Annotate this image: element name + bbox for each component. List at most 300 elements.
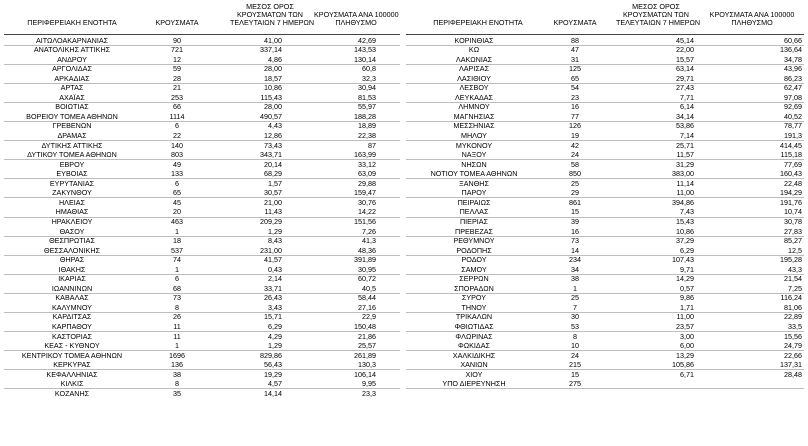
header-region-label: ΠΕΡΙΦΕΡΕΙΑΚΗ ΕΝΟΤΗΤΑ: [27, 18, 117, 27]
cases-per-100k-cell: 41,3: [362, 236, 376, 246]
seven-day-average-cell: 1,29: [268, 341, 282, 351]
cases-per-100k-cell: 21,54: [784, 274, 802, 284]
cases-cell: 253: [171, 92, 183, 102]
seven-day-average-cell: 18,57: [264, 73, 282, 83]
header-avg-line2: ΚΡΟΥΣΜΑΤΩΝ ΤΩΝ: [623, 10, 689, 20]
header-avg-line1: ΜΕΣΟΣ ΟΡΟΣ: [632, 2, 680, 11]
cases-per-100k-cell: 27,16: [358, 302, 376, 312]
cases-per-100k-cell: 137,31: [780, 360, 802, 370]
cases-per-100k-cell: 87: [368, 140, 376, 150]
region-name-cell: ΤΡΙΚΑΛΩΝ: [455, 312, 493, 322]
region-name-cell: ΗΡΑΚΛΕΙΟΥ: [51, 216, 93, 226]
cases-cell: 74: [173, 255, 181, 265]
cases-per-100k-cell: 191,76: [780, 197, 802, 207]
cases-per-100k-cell: 40,52: [784, 111, 802, 121]
cases-per-100k-cell: 9,95: [362, 379, 376, 389]
cases-cell: 6: [175, 121, 179, 131]
seven-day-average-cell: 394,86: [672, 197, 694, 207]
seven-day-average-cell: 14,14: [264, 388, 282, 398]
region-name-cell: ΚΕΑΣ - ΚΥΘΝΟΥ: [44, 341, 100, 351]
table-row: [4, 121, 400, 130]
seven-day-average-cell: 1,57: [268, 178, 282, 188]
cases-cell: 215: [569, 360, 581, 370]
cases-per-100k-cell: 160,43: [780, 169, 802, 179]
seven-day-average-cell: 41,57: [264, 255, 282, 265]
cases-cell: 54: [571, 83, 579, 93]
table-row: [406, 379, 804, 389]
seven-day-average-cell: 4,43: [268, 121, 282, 131]
cases-cell: 35: [173, 388, 181, 398]
cases-cell: 73: [571, 236, 579, 246]
seven-day-average-cell: 231,00: [260, 245, 282, 255]
cases-cell: 59: [173, 64, 181, 74]
seven-day-average-cell: 45,14: [676, 35, 694, 45]
header-per-left: [314, 11, 398, 27]
cases-cell: 133: [171, 169, 183, 179]
region-name-cell: ΡΕΘΥΜΝΟΥ: [453, 236, 495, 246]
seven-day-average-cell: 56,43: [264, 360, 282, 370]
cases-per-100k-cell: 163,99: [354, 150, 376, 160]
cases-cell: 1696: [169, 350, 185, 360]
cases-per-100k-cell: 28,48: [784, 369, 802, 379]
seven-day-average-cell: 20,14: [264, 159, 282, 169]
cases-cell: 19: [571, 131, 579, 140]
region-name-cell: ΜΗΛΟΥ: [461, 131, 487, 140]
header-cases-label: ΚΡΟΥΣΜΑΤΑ: [155, 18, 199, 27]
cases-cell: 11: [173, 331, 181, 341]
region-name-cell: ΛΕΥΚΑΔΑΣ: [454, 92, 493, 102]
table-row: [406, 179, 804, 188]
region-name-cell: ΚΩ: [468, 45, 480, 55]
cases-cell: 1: [175, 341, 179, 351]
region-name-cell: ΑΝΑΤΟΛΙΚΗΣ ΑΤΤΙΚΗΣ: [33, 45, 111, 55]
region-name-cell: ΑΙΤΩΛΟΑΚΑΡΝΑΝΙΑΣ: [35, 35, 109, 45]
cases-per-100k-cell: 18,89: [358, 121, 376, 131]
seven-day-average-cell: 15,71: [264, 312, 282, 322]
seven-day-average-cell: 6,29: [268, 322, 282, 331]
cases-cell: 1114: [169, 111, 185, 121]
table-row: [406, 370, 804, 379]
cases-cell: 1: [573, 283, 577, 293]
cases-per-100k-cell: 60,72: [358, 274, 376, 284]
header-avg-line1: ΜΕΣΟΣ ΟΡΟΣ: [246, 2, 294, 11]
region-name-cell: ΙΩΑΝΝΙΝΩΝ: [51, 283, 93, 293]
region-name-cell: ΧΙΟΥ: [465, 369, 483, 379]
seven-day-average-cell: 11,57: [676, 150, 694, 160]
cases-per-100k-cell: 194,29: [780, 188, 802, 198]
cases-cell: 38: [571, 274, 579, 284]
cases-per-100k-cell: 97,08: [784, 92, 802, 102]
region-name-cell: ΠΑΡΟΥ: [461, 188, 487, 198]
seven-day-average-cell: 21,00: [264, 197, 282, 207]
region-name-cell: ΜΑΓΝΗΣΙΑΣ: [453, 111, 495, 121]
header-per-right: [700, 11, 804, 27]
cases-per-100k-cell: 130,3: [358, 360, 376, 370]
region-name-cell: ΥΠΟ ΔΙΕΡΕΥΝΗΣΗ: [442, 379, 506, 389]
region-name-cell: ΝΑΞΟΥ: [461, 150, 487, 160]
cases-cell: 11: [173, 322, 181, 331]
table-row: [4, 255, 400, 264]
table-row: [406, 332, 804, 341]
cases-per-100k-cell: 81,53: [358, 92, 376, 102]
region-name-cell: ΑΡΚΑΔΙΑΣ: [54, 73, 90, 83]
cases-per-100k-cell: 261,89: [354, 350, 376, 360]
header-avg-line3: ΤΕΛΕΥΤΑΙΩΝ 7 ΗΜΕΡΩΝ: [230, 18, 315, 28]
table-row: [4, 312, 400, 321]
seven-day-average-cell: 4,29: [268, 331, 282, 341]
table-row: [406, 64, 804, 73]
region-name-cell: ΦΩΚΙΔΑΣ: [458, 341, 490, 351]
seven-day-average-cell: 27,43: [676, 83, 694, 93]
seven-day-average-cell: 13,29: [676, 350, 694, 360]
seven-day-average-cell: 29,71: [676, 73, 694, 83]
seven-day-average-cell: 8,43: [268, 236, 282, 246]
region-name-cell: ΚΙΛΚΙΣ: [60, 379, 84, 389]
cases-cell: 7: [573, 302, 577, 312]
region-name-cell: ΚΟΖΑΝΗΣ: [54, 388, 90, 398]
cases-per-100k-cell: 21,86: [358, 331, 376, 341]
region-name-cell: ΑΧΑΪΑΣ: [59, 92, 85, 102]
region-name-cell: ΛΑΣΙΘΙΟΥ: [457, 73, 491, 83]
seven-day-average-cell: 6,00: [680, 341, 694, 351]
cases-cell: 77: [571, 111, 579, 121]
cases-cell: 24: [571, 150, 579, 160]
cases-per-100k-cell: 43,96: [784, 64, 802, 74]
region-name-cell: ΚΑΡΔΙΤΣΑΣ: [52, 312, 92, 322]
cases-cell: 1: [175, 226, 179, 236]
cases-cell: 68: [173, 283, 181, 293]
cases-cell: 49: [173, 159, 181, 169]
table-row: [4, 389, 400, 398]
seven-day-average-cell: 6,71: [680, 369, 694, 379]
seven-day-average-cell: 0,43: [268, 264, 282, 274]
cases-per-100k-cell: 136,64: [780, 45, 802, 55]
cases-cell: 12: [173, 54, 181, 64]
cases-per-100k-cell: 40,5: [362, 283, 376, 293]
cases-cell: 6: [175, 274, 179, 284]
cases-cell: 30: [571, 312, 579, 322]
table-row: [4, 370, 400, 379]
table-row: [406, 255, 804, 264]
region-name-cell: ΚΑΡΠΑΘΟΥ: [52, 322, 92, 331]
cases-per-100k-cell: 29,88: [358, 178, 376, 188]
seven-day-average-cell: 68,29: [264, 169, 282, 179]
cases-per-100k-cell: 86,23: [784, 73, 802, 83]
header-avg-line3: ΤΕΛΕΥΤΑΙΩΝ 7 ΗΜΕΡΩΝ: [616, 18, 701, 28]
region-name-cell: ΕΒΡΟΥ: [59, 159, 85, 169]
cases-per-100k-cell: 81,06: [784, 302, 802, 312]
region-name-cell: ΚΕΡΚΥΡΑΣ: [53, 360, 91, 370]
region-name-cell: ΦΛΩΡΙΝΑΣ: [455, 331, 493, 341]
table-row: [4, 236, 400, 245]
cases-per-100k-cell: 85,27: [784, 236, 802, 246]
cases-per-100k-cell: 58,44: [358, 293, 376, 303]
seven-day-average-cell: 28,00: [264, 64, 282, 74]
seven-day-average-cell: 73,43: [264, 140, 282, 150]
seven-day-average-cell: 63,14: [676, 64, 694, 74]
seven-day-average-cell: 209,29: [260, 216, 282, 226]
cases-cell: 65: [571, 73, 579, 83]
cases-per-100k-cell: 15,56: [784, 331, 802, 341]
region-name-cell: ΚΕΝΤΡΙΚΟΥ ΤΟΜΕΑ ΑΘΗΝΩΝ: [21, 350, 123, 360]
table-row: [4, 45, 400, 54]
cases-per-100k-cell: 22,38: [358, 131, 376, 140]
table-row: [406, 45, 804, 54]
cases-cell: 28: [173, 73, 181, 83]
cases-per-100k-cell: 22,89: [784, 312, 802, 322]
region-name-cell: ΙΘΑΚΗΣ: [58, 264, 86, 274]
cases-per-100k-cell: 12,5: [788, 245, 802, 255]
seven-day-average-cell: 337,14: [260, 45, 282, 55]
cases-per-100k-cell: 62,47: [784, 83, 802, 93]
seven-day-average-cell: 4,57: [268, 379, 282, 389]
cases-cell: 8: [175, 302, 179, 312]
region-name-cell: ΡΟΔΟΥ: [461, 255, 487, 265]
cases-per-100k-cell: 116,24: [780, 293, 802, 303]
seven-day-average-cell: 30,57: [264, 188, 282, 198]
region-name-cell: ΣΑΜΟΥ: [461, 264, 487, 274]
cases-cell: 18: [173, 236, 181, 246]
cases-per-100k-cell: 150,48: [354, 322, 376, 331]
cases-cell: 126: [569, 121, 581, 131]
cases-per-100k-cell: 195,28: [780, 255, 802, 265]
cases-cell: 29: [571, 188, 579, 198]
region-name-cell: ΔΥΤΙΚΟΥ ΤΟΜΕΑ ΑΘΗΝΩΝ: [27, 150, 117, 160]
cases-cell: 66: [173, 102, 181, 112]
cases-per-100k-cell: 55,97: [358, 102, 376, 112]
table-row: [4, 293, 400, 302]
table-row: [406, 160, 804, 169]
table-row: [406, 293, 804, 302]
cases-cell: 24: [571, 350, 579, 360]
cases-cell: 34: [571, 264, 579, 274]
seven-day-average-cell: 11,00: [676, 188, 694, 198]
cases-cell: 861: [569, 197, 581, 207]
cases-cell: 16: [571, 102, 579, 112]
region-name-cell: ΑΝΔΡΟΥ: [57, 54, 87, 64]
region-name-cell: ΝΟΤΙΟΥ ΤΟΜΕΑ ΑΘΗΝΩΝ: [430, 169, 518, 179]
cases-per-100k-cell: 27,83: [784, 226, 802, 236]
header-region-label: ΠΕΡΙΦΕΡΕΙΑΚΗ ΕΝΟΤΗΤΑ: [433, 18, 523, 27]
region-name-cell: ΣΕΡΡΩΝ: [459, 274, 489, 284]
cases-per-100k-cell: 130,14: [354, 54, 376, 64]
region-name-cell: ΚΑΣΤΟΡΙΑΣ: [52, 331, 92, 341]
region-name-cell: ΡΟΔΟΠΗΣ: [456, 245, 492, 255]
cases-cell: 721: [171, 45, 183, 55]
cases-cell: 58: [571, 159, 579, 169]
region-name-cell: ΧΑΛΚΙΔΙΚΗΣ: [452, 350, 496, 360]
table-row: [4, 351, 400, 360]
header-avg-line2: ΚΡΟΥΣΜΑΤΩΝ ΤΩΝ: [237, 10, 303, 20]
cases-per-100k-cell: 22,9: [362, 312, 376, 322]
cases-cell: 15: [571, 369, 579, 379]
seven-day-average-cell: 15,43: [676, 216, 694, 226]
region-name-cell: ΚΟΡΙΝΘΙΑΣ: [454, 35, 494, 45]
seven-day-average-cell: 4,86: [268, 54, 282, 64]
cases-per-100k-cell: 25,57: [358, 341, 376, 351]
header-region-right: [412, 19, 544, 27]
cases-per-100k-cell: 30,78: [784, 216, 802, 226]
seven-day-average-cell: 115,43: [260, 92, 282, 102]
cases-per-100k-cell: 151,56: [354, 216, 376, 226]
cases-per-100k-cell: 32,3: [362, 73, 376, 83]
cases-cell: 8: [573, 331, 577, 341]
cases-per-100k-cell: 115,18: [780, 150, 802, 160]
cases-per-100k-cell: 191,3: [784, 131, 802, 140]
seven-day-average-cell: 22,00: [676, 45, 694, 55]
seven-day-average-cell: 383,00: [672, 169, 694, 179]
cases-cell: 31: [571, 54, 579, 64]
seven-day-average-cell: 11,00: [676, 312, 694, 322]
header-per-line2: ΠΛΗΘΥΣΜΟ: [335, 18, 377, 28]
header-cases-left: [150, 19, 204, 27]
table-row: [4, 64, 400, 73]
seven-day-average-cell: 7,14: [680, 131, 694, 140]
region-name-cell: ΕΥΒΟΙΑΣ: [56, 169, 88, 179]
region-name-cell: ΜΥΚΟΝΟΥ: [455, 140, 493, 150]
cases-cell: 45: [173, 197, 181, 207]
cases-per-100k-cell: 30,94: [358, 83, 376, 93]
cases-per-100k-cell: 48,36: [358, 245, 376, 255]
region-name-cell: ΓΡΕΒΕΝΩΝ: [52, 121, 92, 131]
region-name-cell: ΝΗΣΩΝ: [461, 159, 487, 169]
table-row: [4, 83, 400, 92]
cases-per-100k-cell: 30,76: [358, 197, 376, 207]
cases-per-100k-cell: 33,5: [788, 322, 802, 331]
cases-cell: 90: [173, 35, 181, 45]
cases-per-100k-cell: 391,89: [354, 255, 376, 265]
region-name-cell: ΚΑΒΑΛΑΣ: [55, 293, 89, 303]
seven-day-average-cell: 10,86: [676, 226, 694, 236]
seven-day-average-cell: 829,86: [260, 350, 282, 360]
cases-per-100k-cell: 414,45: [780, 140, 802, 150]
table-row: [4, 274, 400, 283]
cases-cell: 463: [171, 216, 183, 226]
cases-per-100k-cell: 188,28: [354, 111, 376, 121]
cases-cell: 136: [171, 360, 183, 370]
seven-day-average-cell: 37,29: [676, 236, 694, 246]
header-avg-right: [616, 2, 701, 28]
cases-cell: 850: [569, 169, 581, 179]
table-row: [4, 141, 400, 150]
seven-day-average-cell: 25,71: [676, 140, 694, 150]
region-name-cell: ΚΑΛΥΜΝΟΥ: [52, 302, 92, 312]
seven-day-average-cell: 105,86: [672, 360, 694, 370]
cases-cell: 10: [571, 341, 579, 351]
header-avg-left: [230, 2, 315, 28]
table-row: [4, 160, 400, 169]
region-name-cell: ΠΕΛΛΑΣ: [459, 207, 489, 217]
cases-cell: 88: [571, 35, 579, 45]
cases-per-100k-cell: 106,14: [354, 369, 376, 379]
seven-day-average-cell: 10,86: [264, 83, 282, 93]
header-region-left: [4, 19, 140, 27]
region-name-cell: ΧΑΝΙΩΝ: [460, 360, 488, 370]
table-row: [406, 83, 804, 92]
cases-cell: 15: [571, 207, 579, 217]
cases-per-100k-cell: 60,8: [362, 64, 376, 74]
cases-cell: 537: [171, 245, 183, 255]
region-name-cell: ΘΕΣΣΑΛΟΝΙΚΗΣ: [44, 245, 100, 255]
region-name-cell: ΤΗΝΟΥ: [461, 302, 487, 312]
seven-day-average-cell: 33,71: [264, 283, 282, 293]
table-row: [406, 236, 804, 245]
cases-cell: 25: [571, 178, 579, 188]
seven-day-average-cell: 6,29: [680, 245, 694, 255]
seven-day-average-cell: 15,57: [676, 54, 694, 64]
cases-cell: 16: [571, 226, 579, 236]
region-name-cell: ΞΑΝΘΗΣ: [459, 178, 489, 188]
region-name-cell: ΛΑΡΙΣΑΣ: [458, 64, 490, 74]
seven-day-average-cell: 1,29: [268, 226, 282, 236]
cases-per-100k-cell: 77,69: [784, 159, 802, 169]
table-row: [4, 198, 400, 207]
header-cases-label: ΚΡΟΥΣΜΑΤΑ: [553, 18, 597, 27]
cases-cell: 140: [171, 140, 183, 150]
cases-cell: 23: [571, 92, 579, 102]
table-row: [406, 351, 804, 360]
cases-cell: 21: [173, 83, 181, 93]
seven-day-average-cell: 7,43: [680, 207, 694, 217]
region-name-cell: ΛΗΜΝΟΥ: [458, 102, 490, 112]
cases-cell: 42: [571, 140, 579, 150]
table-row: [406, 141, 804, 150]
header-per-line1: ΚΡΟΥΣΜΑΤΑ ΑΝΑ 100000: [709, 10, 795, 19]
cases-per-100k-cell: 33,12: [358, 159, 376, 169]
region-name-cell: ΒΟΡΕΙΟΥ ΤΟΜΕΑ ΑΘΗΝΩΝ: [26, 111, 118, 121]
cases-per-100k-cell: 22,66: [784, 350, 802, 360]
region-name-cell: ΒΟΙΩΤΙΑΣ: [55, 102, 89, 112]
seven-day-average-cell: 9,86: [680, 293, 694, 303]
region-name-cell: ΠΕΙΡΑΙΩΣ: [457, 197, 491, 207]
seven-day-average-cell: 7,71: [680, 92, 694, 102]
table-row: [406, 198, 804, 207]
region-name-cell: ΛΕΣΒΟΥ: [459, 83, 489, 93]
seven-day-average-cell: 11,14: [676, 178, 694, 188]
cases-per-100k-cell: 14,22: [358, 207, 376, 217]
cases-per-100k-cell: 7,25: [788, 283, 802, 293]
seven-day-average-cell: 343,71: [260, 150, 282, 160]
cases-per-100k-cell: 10,74: [784, 207, 802, 217]
cases-cell: 65: [173, 188, 181, 198]
seven-day-average-cell: 34,14: [676, 111, 694, 121]
seven-day-average-cell: 6,14: [680, 102, 694, 112]
table-row: [4, 217, 400, 226]
table-row: [4, 179, 400, 188]
seven-day-average-cell: 11,43: [264, 207, 282, 217]
table-row: [406, 274, 804, 283]
region-name-cell: ΚΕΦΑΛΛΗΝΙΑΣ: [46, 369, 98, 379]
header-cases-right: [548, 19, 602, 27]
seven-day-average-cell: 1,71: [680, 302, 694, 312]
region-name-cell: ΗΜΑΘΙΑΣ: [55, 207, 89, 217]
seven-day-average-cell: 19,29: [264, 369, 282, 379]
cases-cell: 803: [171, 150, 183, 160]
region-name-cell: ΖΑΚΥΝΘΟΥ: [52, 188, 92, 198]
cases-per-100k-cell: 43,3: [788, 264, 802, 274]
seven-day-average-cell: 12,86: [264, 131, 282, 140]
table-row: [406, 217, 804, 226]
table-row: [406, 312, 804, 321]
cases-cell: 53: [571, 322, 579, 331]
cases-per-100k-cell: 63,09: [358, 169, 376, 179]
table-row: [4, 332, 400, 341]
region-name-cell: ΔΥΤΙΚΗΣ ΑΤΤΙΚΗΣ: [41, 140, 103, 150]
region-name-cell: ΠΙΕΡΙΑΣ: [459, 216, 488, 226]
seven-day-average-cell: 53,86: [676, 121, 694, 131]
cases-cell: 8: [175, 379, 179, 389]
seven-day-average-cell: 107,43: [672, 255, 694, 265]
